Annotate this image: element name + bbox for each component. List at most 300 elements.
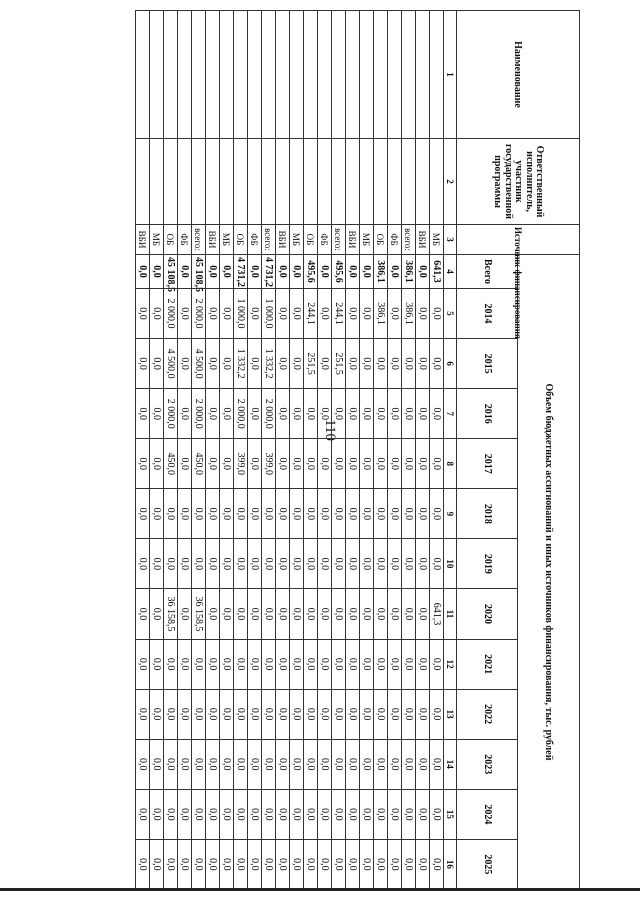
year-value-cell: 0,0	[178, 439, 192, 489]
year-value-cell: 0,0	[374, 739, 388, 789]
year-value-cell: 0,0	[178, 289, 192, 339]
year-value-cell: 0,0	[150, 789, 164, 839]
year-value-cell: 0,0	[332, 489, 346, 539]
year-value-cell: 0,0	[150, 439, 164, 489]
source-cell: МБ	[290, 225, 304, 255]
year-value-cell: 0,0	[430, 539, 444, 589]
header-year: 2025	[457, 839, 519, 889]
year-value-cell: 0,0	[276, 289, 290, 339]
year-value-cell: 0,0	[136, 389, 150, 439]
name-cell	[318, 11, 332, 139]
year-value-cell: 0,0	[318, 539, 332, 589]
year-value-cell: 0,0	[416, 839, 430, 889]
year-value-cell: 0,0	[388, 589, 402, 639]
year-value-cell: 0,0	[262, 639, 276, 689]
year-value-cell: 450,0	[164, 439, 178, 489]
year-value-cell: 0,0	[388, 839, 402, 889]
year-value-cell: 1 332,2	[234, 339, 248, 389]
year-value-cell: 1 332,2	[262, 339, 276, 389]
source-cell: МБ	[150, 225, 164, 255]
total-cell: 0,0	[416, 255, 430, 289]
year-value-cell: 0,0	[402, 589, 416, 639]
name-cell	[220, 11, 234, 139]
executor-cell	[220, 139, 234, 225]
year-value-cell: 0,0	[290, 439, 304, 489]
year-value-cell: 0,0	[150, 389, 164, 439]
year-value-cell: 0,0	[248, 439, 262, 489]
year-value-cell: 0,0	[276, 489, 290, 539]
total-cell: 0,0	[220, 255, 234, 289]
year-value-cell: 0,0	[276, 789, 290, 839]
year-value-cell: 0,0	[360, 489, 374, 539]
source-cell: ФБ	[248, 225, 262, 255]
year-value-cell: 4 500,0	[192, 339, 206, 389]
executor-cell	[388, 139, 402, 225]
source-cell: ВБИ	[206, 225, 220, 255]
year-value-cell: 0,0	[388, 639, 402, 689]
year-value-cell: 0,0	[360, 339, 374, 389]
year-value-cell: 0,0	[360, 289, 374, 339]
column-number: 7	[444, 389, 457, 439]
year-value-cell: 0,0	[262, 839, 276, 889]
year-value-cell: 0,0	[206, 639, 220, 689]
year-value-cell: 0,0	[262, 489, 276, 539]
total-cell: 641,3	[430, 255, 444, 289]
year-value-cell: 0,0	[346, 639, 360, 689]
header-source: Источник финансирования	[457, 225, 580, 255]
year-value-cell: 0,0	[360, 789, 374, 839]
year-value-cell: 36 158,5	[192, 589, 206, 639]
year-value-cell: 0,0	[136, 589, 150, 639]
year-value-cell: 0,0	[248, 689, 262, 739]
year-value-cell: 386,1	[402, 289, 416, 339]
year-value-cell: 0,0	[136, 289, 150, 339]
table-row	[178, 11, 192, 890]
year-value-cell: 1 000,0	[262, 289, 276, 339]
year-value-cell: 2 000,0	[192, 289, 206, 339]
year-value-cell: 0,0	[416, 589, 430, 639]
year-value-cell: 0,0	[332, 389, 346, 439]
table-row	[304, 11, 318, 890]
year-value-cell: 0,0	[304, 439, 318, 489]
table-row	[318, 11, 332, 890]
executor-cell	[402, 139, 416, 225]
year-value-cell: 399,0	[262, 439, 276, 489]
year-value-cell: 0,0	[206, 739, 220, 789]
year-value-cell: 0,0	[304, 739, 318, 789]
year-value-cell: 0,0	[430, 689, 444, 739]
year-value-cell: 0,0	[136, 639, 150, 689]
year-value-cell: 0,0	[346, 539, 360, 589]
name-cell	[430, 11, 444, 139]
year-value-cell: 0,0	[164, 489, 178, 539]
year-value-cell: 0,0	[430, 639, 444, 689]
executor-cell	[374, 139, 388, 225]
year-value-cell: 0,0	[248, 339, 262, 389]
year-value-cell: 0,0	[150, 589, 164, 639]
year-value-cell: 0,0	[346, 489, 360, 539]
year-value-cell: 0,0	[416, 739, 430, 789]
year-value-cell: 0,0	[318, 789, 332, 839]
year-value-cell: 0,0	[220, 489, 234, 539]
year-value-cell: 0,0	[388, 389, 402, 439]
year-value-cell: 0,0	[402, 339, 416, 389]
year-value-cell: 0,0	[388, 439, 402, 489]
column-number: 15	[444, 789, 457, 839]
year-value-cell: 0,0	[346, 389, 360, 439]
total-cell: 0,0	[136, 255, 150, 289]
name-cell	[206, 11, 220, 139]
year-value-cell: 0,0	[346, 439, 360, 489]
year-value-cell: 399,0	[234, 439, 248, 489]
rotated-table-wrapper	[70, 10, 580, 890]
executor-cell	[136, 139, 150, 225]
year-value-cell: 0,0	[220, 639, 234, 689]
year-value-cell: 0,0	[164, 789, 178, 839]
year-value-cell: 0,0	[402, 789, 416, 839]
year-value-cell: 0,0	[402, 739, 416, 789]
year-value-cell: 0,0	[332, 689, 346, 739]
year-value-cell: 0,0	[206, 489, 220, 539]
executor-cell	[346, 139, 360, 225]
year-value-cell: 0,0	[290, 389, 304, 439]
year-value-cell: 0,0	[360, 639, 374, 689]
year-value-cell: 0,0	[234, 839, 248, 889]
source-cell: всего:	[402, 225, 416, 255]
year-value-cell: 0,0	[318, 389, 332, 439]
header-year: 2016	[457, 389, 519, 439]
name-cell	[248, 11, 262, 139]
year-value-cell: 0,0	[430, 339, 444, 389]
year-value-cell: 0,0	[290, 739, 304, 789]
executor-cell	[206, 139, 220, 225]
year-value-cell: 0,0	[248, 489, 262, 539]
year-value-cell: 0,0	[290, 289, 304, 339]
year-value-cell: 0,0	[178, 639, 192, 689]
year-value-cell: 0,0	[402, 839, 416, 889]
year-value-cell: 0,0	[388, 539, 402, 589]
header-year: 2018	[457, 489, 519, 539]
year-value-cell: 0,0	[136, 439, 150, 489]
year-value-cell: 0,0	[234, 789, 248, 839]
total-cell: 495,6	[332, 255, 346, 289]
year-value-cell: 0,0	[430, 489, 444, 539]
year-value-cell: 0,0	[416, 439, 430, 489]
name-cell	[374, 11, 388, 139]
year-value-cell: 0,0	[430, 739, 444, 789]
year-value-cell: 0,0	[150, 839, 164, 889]
table-row	[374, 11, 388, 890]
year-value-cell: 0,0	[136, 839, 150, 889]
year-value-cell: 0,0	[346, 739, 360, 789]
year-value-cell: 0,0	[318, 589, 332, 639]
total-cell: 0,0	[206, 255, 220, 289]
year-value-cell: 0,0	[346, 789, 360, 839]
year-value-cell: 0,0	[248, 289, 262, 339]
year-value-cell: 0,0	[388, 689, 402, 739]
year-value-cell: 0,0	[150, 539, 164, 589]
year-value-cell: 0,0	[164, 689, 178, 739]
year-value-cell: 0,0	[304, 389, 318, 439]
year-value-cell: 0,0	[206, 689, 220, 739]
year-value-cell: 0,0	[220, 689, 234, 739]
year-value-cell: 4 500,0	[164, 339, 178, 389]
year-value-cell: 0,0	[318, 489, 332, 539]
table-row	[262, 11, 276, 890]
year-value-cell: 0,0	[276, 339, 290, 389]
year-value-cell: 0,0	[192, 789, 206, 839]
total-cell: 0,0	[248, 255, 262, 289]
year-value-cell: 0,0	[234, 639, 248, 689]
year-value-cell: 0,0	[178, 539, 192, 589]
year-value-cell: 0,0	[360, 739, 374, 789]
year-value-cell: 0,0	[178, 739, 192, 789]
year-value-cell: 0,0	[150, 689, 164, 739]
year-value-cell: 0,0	[388, 289, 402, 339]
executor-cell	[192, 139, 206, 225]
table-row	[276, 11, 290, 890]
year-value-cell: 0,0	[304, 839, 318, 889]
year-value-cell: 0,0	[290, 689, 304, 739]
table-row	[430, 11, 444, 890]
name-cell	[192, 11, 206, 139]
total-cell: 495,6	[304, 255, 318, 289]
name-cell	[332, 11, 346, 139]
year-value-cell: 0,0	[304, 689, 318, 739]
table-row	[164, 11, 178, 890]
year-value-cell: 0,0	[402, 439, 416, 489]
year-value-cell: 0,0	[262, 689, 276, 739]
source-cell: МБ	[430, 225, 444, 255]
year-value-cell: 0,0	[178, 589, 192, 639]
year-value-cell: 0,0	[248, 789, 262, 839]
year-value-cell: 0,0	[374, 539, 388, 589]
year-value-cell: 0,0	[402, 539, 416, 589]
year-value-cell: 0,0	[360, 389, 374, 439]
name-cell	[276, 11, 290, 139]
year-value-cell: 0,0	[346, 339, 360, 389]
year-value-cell: 0,0	[248, 739, 262, 789]
year-value-cell: 0,0	[430, 289, 444, 339]
year-value-cell: 0,0	[220, 339, 234, 389]
year-value-cell: 0,0	[234, 689, 248, 739]
year-value-cell: 0,0	[430, 839, 444, 889]
source-cell: всего:	[262, 225, 276, 255]
year-value-cell: 0,0	[374, 589, 388, 639]
header-year: 2022	[457, 689, 519, 739]
source-cell: ОБ	[234, 225, 248, 255]
year-value-cell: 0,0	[234, 489, 248, 539]
year-value-cell: 0,0	[248, 589, 262, 639]
executor-cell	[430, 139, 444, 225]
name-cell	[164, 11, 178, 139]
year-value-cell: 0,0	[374, 839, 388, 889]
year-value-cell: 0,0	[136, 339, 150, 389]
year-value-cell: 0,0	[234, 739, 248, 789]
year-value-cell: 0,0	[360, 839, 374, 889]
executor-cell	[164, 139, 178, 225]
year-value-cell: 0,0	[304, 639, 318, 689]
total-cell: 45 108,5	[192, 255, 206, 289]
year-value-cell: 0,0	[248, 539, 262, 589]
year-value-cell: 0,0	[192, 539, 206, 589]
year-value-cell: 450,0	[192, 439, 206, 489]
year-value-cell: 0,0	[192, 839, 206, 889]
name-cell	[234, 11, 248, 139]
source-cell: ВБИ	[416, 225, 430, 255]
table-row	[290, 11, 304, 890]
year-value-cell: 2 000,0	[192, 389, 206, 439]
source-cell: МБ	[360, 225, 374, 255]
table-row	[192, 11, 206, 890]
column-number: 1	[444, 11, 457, 139]
executor-cell	[150, 139, 164, 225]
year-value-cell: 0,0	[192, 689, 206, 739]
year-value-cell: 0,0	[332, 839, 346, 889]
year-value-cell: 0,0	[276, 839, 290, 889]
executor-cell	[178, 139, 192, 225]
total-cell: 386,1	[402, 255, 416, 289]
year-value-cell: 0,0	[416, 789, 430, 839]
table-row	[416, 11, 430, 890]
year-value-cell: 0,0	[220, 589, 234, 639]
table-row	[332, 11, 346, 890]
name-cell	[262, 11, 276, 139]
header-year: 2019	[457, 539, 519, 589]
source-cell: ВБИ	[276, 225, 290, 255]
total-cell: 0,0	[178, 255, 192, 289]
name-cell	[136, 11, 150, 139]
year-value-cell: 0,0	[150, 289, 164, 339]
year-value-cell: 0,0	[318, 289, 332, 339]
year-value-cell: 0,0	[178, 689, 192, 739]
year-value-cell: 0,0	[360, 439, 374, 489]
year-value-cell: 0,0	[388, 789, 402, 839]
year-value-cell: 0,0	[318, 439, 332, 489]
year-value-cell: 0,0	[276, 689, 290, 739]
year-value-cell: 0,0	[290, 339, 304, 389]
name-cell	[360, 11, 374, 139]
year-value-cell: 0,0	[304, 789, 318, 839]
name-cell	[290, 11, 304, 139]
executor-cell	[304, 139, 318, 225]
year-value-cell: 0,0	[206, 539, 220, 589]
year-value-cell: 0,0	[318, 339, 332, 389]
table-row	[206, 11, 220, 890]
table-row	[248, 11, 262, 890]
year-value-cell: 0,0	[206, 439, 220, 489]
name-cell	[416, 11, 430, 139]
column-number: 9	[444, 489, 457, 539]
year-value-cell: 0,0	[164, 839, 178, 889]
year-value-cell: 0,0	[416, 489, 430, 539]
executor-cell	[262, 139, 276, 225]
column-number: 5	[444, 289, 457, 339]
header-year: 2017	[457, 439, 519, 489]
total-cell: 0,0	[290, 255, 304, 289]
year-value-cell: 244,1	[332, 289, 346, 339]
year-value-cell: 0,0	[220, 739, 234, 789]
year-value-cell: 0,0	[178, 339, 192, 389]
header-year: 2021	[457, 639, 519, 689]
year-value-cell: 244,1	[304, 289, 318, 339]
year-value-cell: 1 000,0	[234, 289, 248, 339]
executor-cell	[276, 139, 290, 225]
year-value-cell: 0,0	[402, 489, 416, 539]
table-row	[402, 11, 416, 890]
year-value-cell: 0,0	[248, 839, 262, 889]
header-year: 2015	[457, 339, 519, 389]
year-value-cell: 0,0	[346, 689, 360, 739]
source-cell: ОБ	[374, 225, 388, 255]
year-value-cell: 0,0	[276, 639, 290, 689]
year-value-cell: 0,0	[416, 389, 430, 439]
column-number: 3	[444, 225, 457, 255]
header-group-title: Объем бюджетных ассигнований и иных источников финансирования, тыс. рублей	[518, 255, 580, 890]
column-number: 16	[444, 839, 457, 889]
page-number: 110	[322, 419, 338, 441]
year-value-cell: 0,0	[248, 639, 262, 689]
year-value-cell: 0,0	[262, 539, 276, 589]
year-value-cell: 386,1	[374, 289, 388, 339]
year-value-cell: 0,0	[136, 739, 150, 789]
year-value-cell: 0,0	[332, 439, 346, 489]
name-cell	[304, 11, 318, 139]
column-number: 13	[444, 689, 457, 739]
year-value-cell: 0,0	[178, 789, 192, 839]
column-number: 8	[444, 439, 457, 489]
year-value-cell: 0,0	[206, 339, 220, 389]
total-cell: 45 108,5	[164, 255, 178, 289]
column-number: 11	[444, 589, 457, 639]
year-value-cell: 0,0	[374, 489, 388, 539]
executor-cell	[332, 139, 346, 225]
year-value-cell: 0,0	[290, 539, 304, 589]
total-cell: 0,0	[388, 255, 402, 289]
year-value-cell: 0,0	[346, 589, 360, 639]
year-value-cell: 0,0	[332, 589, 346, 639]
year-value-cell: 0,0	[332, 789, 346, 839]
year-value-cell: 0,0	[262, 589, 276, 639]
table-row	[346, 11, 360, 890]
year-value-cell: 0,0	[388, 739, 402, 789]
year-value-cell: 0,0	[136, 789, 150, 839]
year-value-cell: 0,0	[290, 639, 304, 689]
year-value-cell: 0,0	[304, 589, 318, 639]
year-value-cell: 0,0	[318, 639, 332, 689]
source-cell: ФБ	[318, 225, 332, 255]
bottom-rule	[0, 888, 640, 891]
source-cell: ОБ	[164, 225, 178, 255]
year-value-cell: 0,0	[402, 639, 416, 689]
total-cell: 0,0	[318, 255, 332, 289]
year-value-cell: 0,0	[192, 639, 206, 689]
header-total: Всего	[457, 255, 519, 289]
header-year: 2024	[457, 789, 519, 839]
year-value-cell: 0,0	[416, 639, 430, 689]
year-value-cell: 0,0	[150, 489, 164, 539]
year-value-cell: 0,0	[402, 389, 416, 439]
year-value-cell: 2 000,0	[234, 389, 248, 439]
year-value-cell: 0,0	[332, 539, 346, 589]
year-value-cell: 0,0	[416, 689, 430, 739]
year-value-cell: 0,0	[374, 789, 388, 839]
year-value-cell: 36 158,5	[164, 589, 178, 639]
year-value-cell: 0,0	[136, 489, 150, 539]
year-value-cell: 0,0	[290, 789, 304, 839]
source-cell: МБ	[220, 225, 234, 255]
year-value-cell: 641,3	[430, 589, 444, 639]
